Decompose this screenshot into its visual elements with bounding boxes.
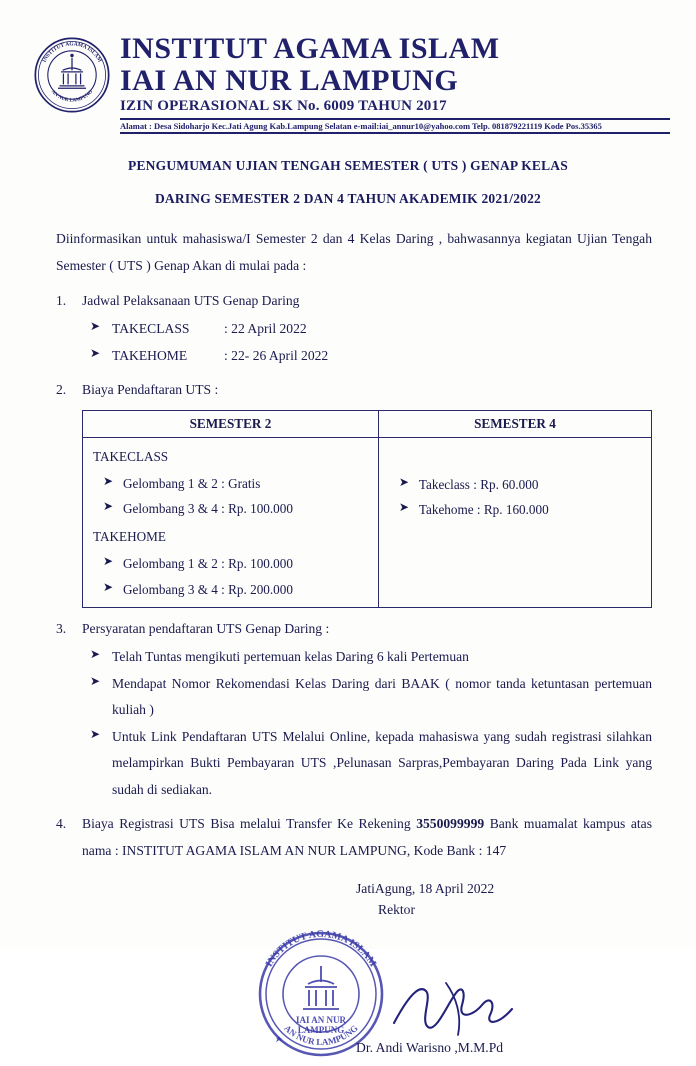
item-number: 2.: [56, 382, 67, 398]
schedule-list: [82, 316, 652, 369]
fee-text: Gelombang 1 & 2 : Gratis: [123, 475, 261, 491]
list-item: [82, 316, 652, 343]
arrow-bullet-icon: ➤: [90, 726, 101, 741]
list-item: [82, 671, 652, 724]
item-text: Persyaratan pendaftaran UTS Genap Daring :: [82, 620, 330, 636]
takeclass-fee-list: [91, 471, 370, 522]
signature-block: [56, 878, 652, 920]
fee-text: Gelombang 3 & 4 : Rp. 200.000: [123, 581, 293, 597]
list-item: [82, 644, 652, 671]
fee-table: [82, 410, 652, 608]
stamp-and-signature-area: [56, 920, 652, 1060]
svg-text:INSTITUT AGAMA ISLAM: INSTITUT AGAMA ISLAM: [41, 41, 103, 64]
list-item: [82, 724, 652, 804]
arrow-bullet-icon: ➤: [90, 647, 101, 662]
fee-text: Gelombang 3 & 4 : Rp. 100.000: [123, 501, 293, 517]
list-item: [387, 472, 643, 498]
letterhead: [0, 0, 696, 134]
intro-paragraph: Diinformasikan untuk mahasiswa/I Semester 2 dan 4 Kelas Daring , bahwasannya kegiatan Ujian Tengah Semester ( UTS ) Genap Akan di mulai pada :: [56, 231, 652, 274]
column-header-semester4: SEMESTER 4: [378, 410, 651, 437]
institute-seal-icon: [33, 36, 111, 114]
arrow-bullet-icon: ➤: [103, 554, 114, 569]
list-item-fees: [56, 377, 652, 404]
logo-container: [26, 34, 118, 114]
requirement-text: Telah Tuntas mengikuti pertemuan kelas Daring 6 kali Pertemuan: [112, 649, 469, 665]
arrow-bullet-icon: ➤: [103, 579, 114, 594]
handwritten-signature: [386, 975, 536, 1045]
takehome-fee-list: [91, 551, 370, 602]
item-number: 4.: [56, 816, 67, 832]
address-line: Alamat : Desa Sidoharjo Kec.Jati Agung Kab.Lampung Selatan e-mail:iai_annur10@yahoo.com Telp. 081879221119 Kode Pos.35365: [120, 118, 670, 134]
semester4-fee-list: [387, 472, 643, 523]
svg-text:IAI AN NUR: IAI AN NUR: [295, 1015, 347, 1026]
column-header-semester2: SEMESTER 2: [83, 410, 379, 437]
requirement-text: Mendapat Nomor Rekomendasi Kelas Daring dari BAAK ( nomor tanda ketuntasan pertemuan kuliah ): [112, 675, 652, 718]
svg-text:AN NUR LAMPUNG: AN NUR LAMPUNG: [282, 1023, 360, 1048]
list-item: [82, 343, 652, 370]
semester2-cell: [83, 437, 379, 607]
payment-text-part2: Bank muamalat kampus atas nama : INSTITUT AGAMA ISLAM AN NUR LAMPUNG, Kode Bank : 147: [82, 816, 652, 858]
operational-license: IZIN OPERASIONAL SK No. 6009 TAHUN 2017: [120, 98, 447, 115]
institute-name-line2: IAI AN NUR LAMPUNG: [120, 63, 459, 97]
schedule-value: : 22 April 2022: [224, 321, 307, 337]
svg-text:INSTITUT AGAMA ISLAM: INSTITUT AGAMA ISLAM: [263, 929, 379, 970]
schedule-label: TAKEHOME: [112, 347, 188, 363]
table-header-row: [83, 410, 652, 437]
institute-name-line1: INSTITUT AGAMA ISLAM: [120, 32, 500, 65]
list-item: [91, 551, 370, 577]
announcement-list: [56, 288, 652, 404]
arrow-bullet-icon: ➤: [90, 319, 101, 334]
takeclass-group-title: TAKECLASS: [93, 448, 169, 464]
svg-text:AN NUR LAMPUNG: AN NUR LAMPUNG: [49, 89, 95, 104]
payment-text-part1: Biaya Registrasi UTS Bisa melalui Transfer Ke Rekening: [82, 816, 411, 832]
bank-account-number: 3550099999: [416, 816, 485, 832]
signer-name: Dr. Andi Warisno ,M.M.Pd: [356, 1040, 504, 1056]
announcement-list-continued: [56, 616, 652, 865]
fee-text: Gelombang 1 & 2 : Rp. 100.000: [123, 556, 293, 572]
item-text: Jadwal Pelaksanaan UTS Genap Daring: [82, 292, 300, 308]
semester4-cell: [378, 437, 651, 607]
fee-text: Takehome : Rp. 160.000: [418, 502, 549, 518]
requirement-text: Untuk Link Pendaftaran UTS Melalui Online, kepada mahasiswa yang sudah registrasi silahkan melampirkan Bukti Pembayaran UTS ,Pelunasan Sarpras,Pembayaran Daring Pada Link yang sudah di sediakan.: [112, 728, 652, 797]
takehome-group-title: TAKEHOME: [93, 529, 166, 545]
arrow-bullet-icon: ➤: [90, 345, 101, 360]
place-and-date: JatiAgung, 18 April 2022: [356, 881, 495, 897]
item-number: 3.: [56, 620, 67, 636]
announcement-title-line1: PENGUMUMAN UJIAN TENGAH SEMESTER ( UTS ) GENAP KELAS: [128, 158, 568, 174]
list-item: [91, 496, 370, 522]
item-number: 1.: [56, 292, 67, 308]
arrow-bullet-icon: ➤: [103, 473, 114, 488]
arrow-bullet-icon: ➤: [90, 673, 101, 688]
svg-text:LAMPUNG: LAMPUNG: [297, 1025, 345, 1036]
list-item: [387, 497, 643, 523]
arrow-bullet-icon: ➤: [398, 500, 409, 515]
fee-text: Takeclass : Rp. 60.000: [418, 476, 539, 492]
schedule-label: TAKECLASS: [112, 321, 190, 337]
list-item-requirements: [56, 616, 652, 804]
list-item-schedule: [56, 288, 652, 370]
arrow-bullet-icon: ➤: [103, 499, 114, 514]
list-item: [91, 577, 370, 603]
document-body: [0, 225, 696, 1060]
list-item-registration-payment: [56, 811, 652, 864]
letterhead-text: [118, 34, 670, 134]
announcement-title-line2: DARING SEMESTER 2 DAN 4 TAHUN AKADEMIK 2021/2022: [154, 191, 541, 207]
arrow-bullet-icon: ➤: [398, 474, 409, 489]
signer-role: Rektor: [378, 902, 415, 918]
table-row: [83, 437, 652, 607]
item-text: Biaya Pendaftaran UTS :: [82, 382, 219, 398]
requirements-list: [82, 644, 652, 803]
list-item: [91, 471, 370, 497]
schedule-value: : 22- 26 April 2022: [224, 347, 329, 363]
